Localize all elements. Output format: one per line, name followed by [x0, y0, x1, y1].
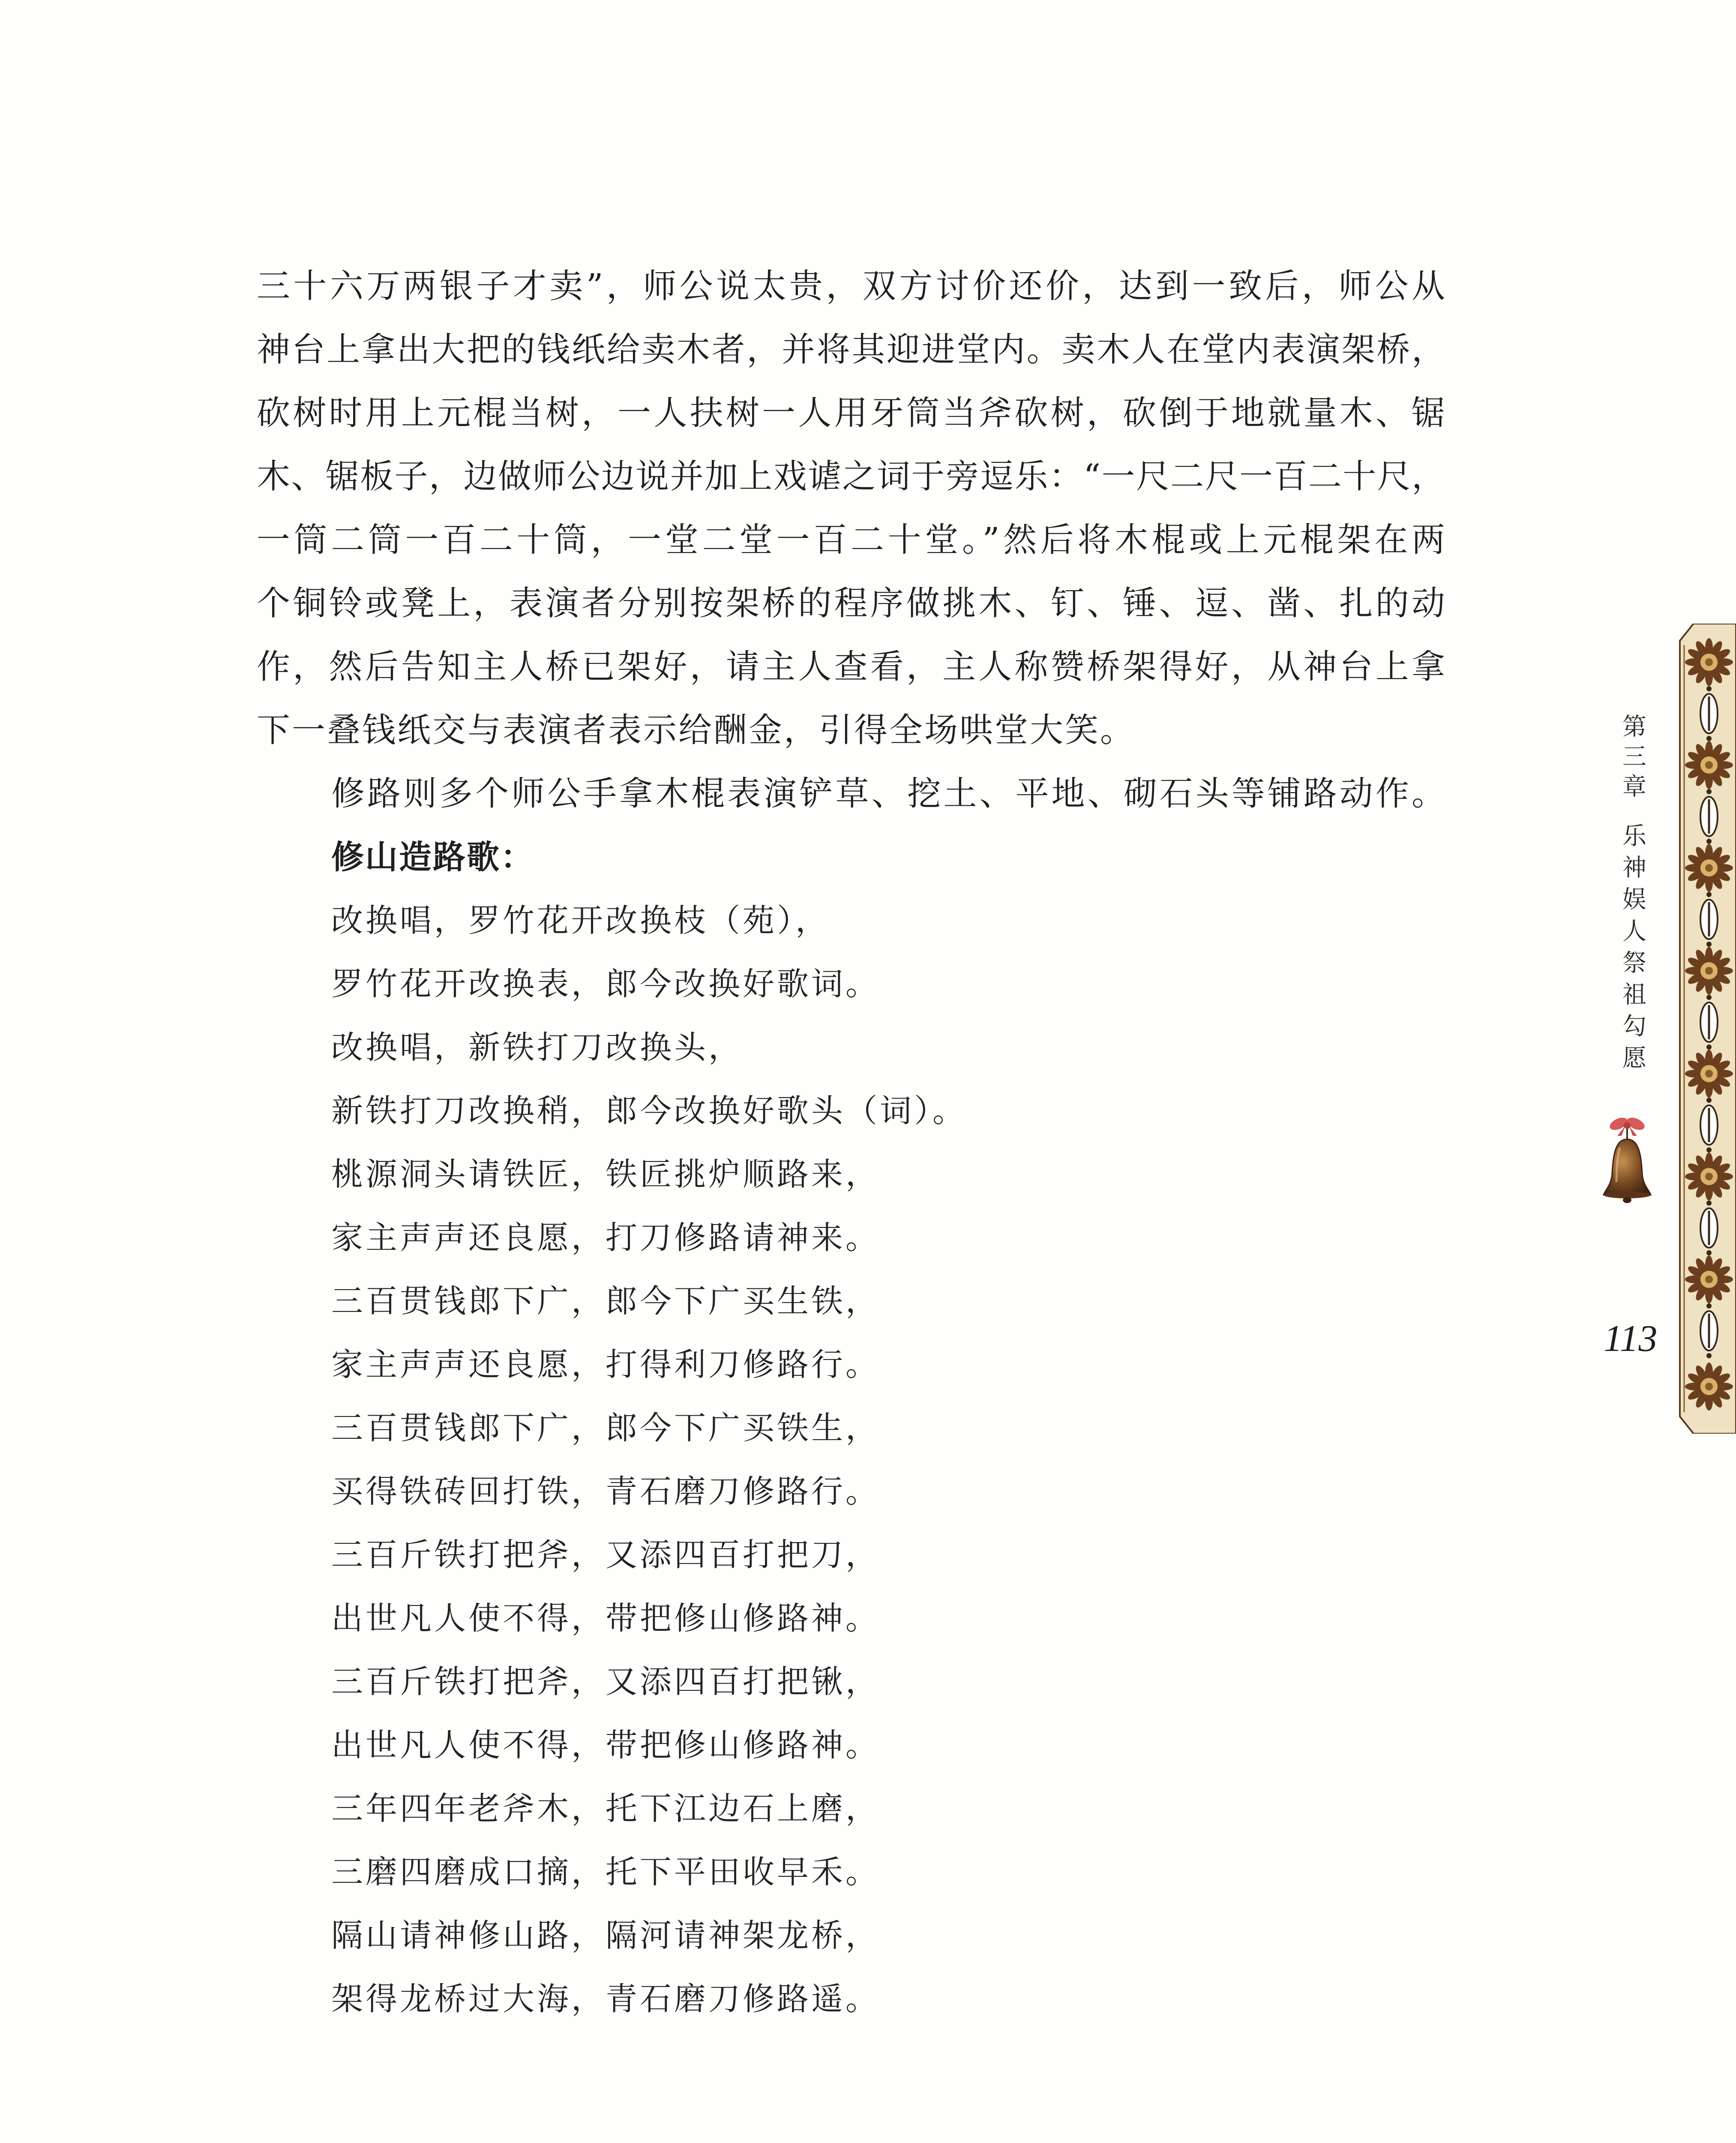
body-text-line: 砍树时用上元棍当树，一人扶树一人用牙筒当斧砍树，砍倒于地就量木、锯 — [257, 394, 1445, 432]
body-text-line: 作，然后告知主人桥已架好，请主人查看，主人称赞桥架得好，从神台上拿 — [257, 648, 1445, 686]
song-line: 隔山请神修山路，隔河请神架龙桥， — [331, 1917, 880, 1954]
song-line: 出世凡人使不得，带把修山修路神。 — [331, 1600, 880, 1637]
song-line: 三百贯钱郎下广，郎今下广买生铁， — [331, 1283, 880, 1320]
bell-icon — [1595, 1114, 1659, 1204]
song-line: 三百贯钱郎下广，郎今下广买铁生， — [331, 1410, 880, 1447]
song-line: 新铁打刀改换稍，郎今改换好歌头（词）。 — [331, 1093, 967, 1129]
chapter-title: 乐神娱人祭祖勾愿 — [1619, 823, 1646, 1077]
song-line: 出世凡人使不得，带把修山修路神。 — [331, 1727, 880, 1764]
song-line: 三年四年老斧木，托下江边石上磨， — [331, 1790, 880, 1827]
body-text-line: 神台上拿出大把的钱纸给卖木者，并将其迎进堂内。卖木人在堂内表演架桥， — [257, 330, 1445, 369]
song-line: 买得铁砖回打铁，青石磨刀修路行。 — [331, 1473, 880, 1510]
song-line: 三百斤铁打把斧，又添四百打把刀， — [331, 1537, 880, 1573]
song-line: 三百斤铁打把斧，又添四百打把锹， — [331, 1663, 880, 1700]
body-text-line: 个铜铃或凳上，表演者分别按架桥的程序做挑木、钉、锤、逗、凿、扎的动 — [257, 584, 1445, 623]
song-line: 家主声声还良愿，打得利刀修路行。 — [331, 1346, 880, 1383]
body-text-line: 三十六万两银子才卖”，师公说太贵，双方讨价还价，达到一致后，师公从 — [257, 267, 1445, 306]
body-text-line: 下一叠钱纸交与表演者表示给酬金，引得全场哄堂大笑。 — [257, 711, 1136, 750]
song-line: 家主声声还良愿，打刀修路请神来。 — [331, 1219, 880, 1256]
body-text-line: 一筒二筒一百二十筒，一堂二堂一百二十堂。”然后将木棍或上元棍架在两 — [257, 521, 1445, 559]
song-line: 改换唱，罗竹花开改换枝（苑）， — [331, 902, 830, 939]
road-paragraph: 修路则多个师公手拿木棍表演铲草、挖土、平地、砌石头等铺路动作。 — [331, 774, 1445, 813]
main-text — [257, 255, 1445, 2031]
chapter-label: 第三章 — [1619, 714, 1646, 804]
song-line: 三磨四磨成口摘，托下平田收早禾。 — [331, 1854, 880, 1891]
song-title: 修山造路歌： — [331, 838, 534, 876]
page-number: 113 — [1604, 1318, 1658, 1360]
decorative-border — [1667, 624, 1736, 1434]
song-line: 罗竹花开改换表，郎今改换好歌词。 — [331, 966, 880, 1002]
song-line: 架得龙桥过大海，青石磨刀修路遥。 — [331, 1981, 880, 2017]
song-line: 桃源洞头请铁匠，铁匠挑炉顺路来， — [331, 1156, 880, 1193]
body-text-line: 木、锯板子，边做师公边说并加上戏谑之词于旁逗乐：“一尺二尺一百二十尺， — [257, 457, 1445, 496]
song-line: 改换唱，新铁打刀改换头， — [331, 1029, 743, 1066]
